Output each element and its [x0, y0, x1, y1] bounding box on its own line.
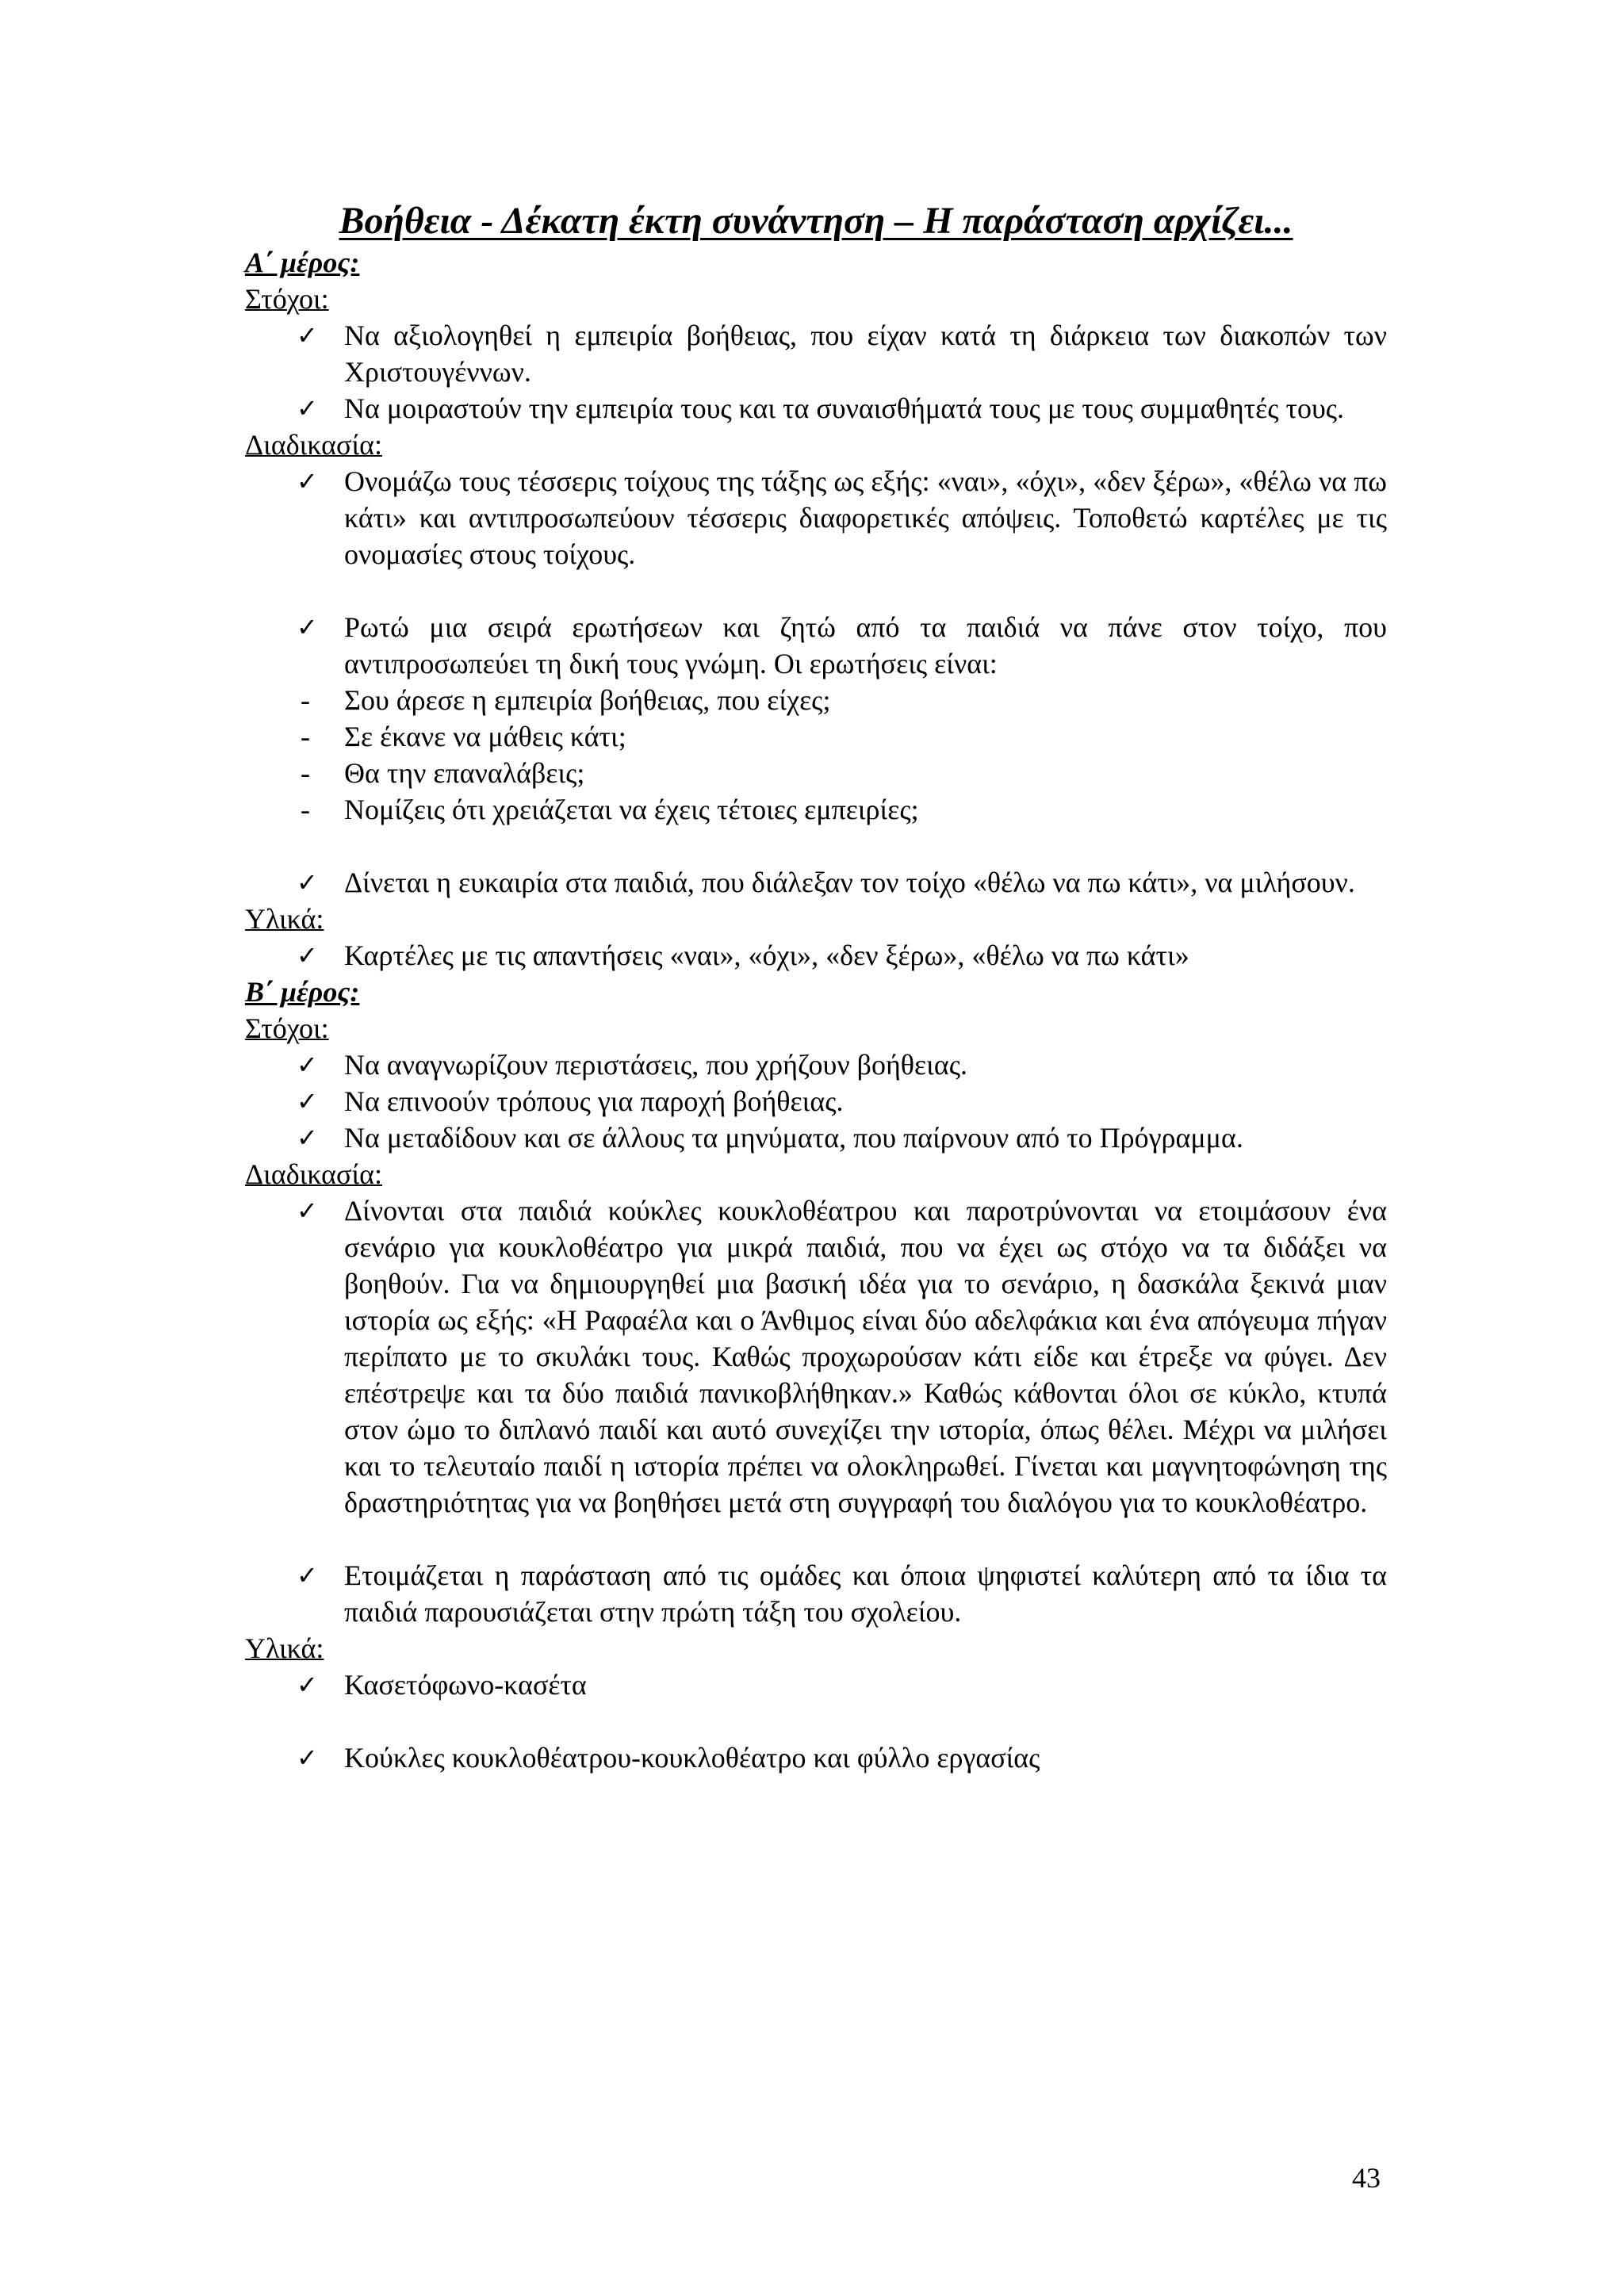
goal-text: Να αξιολογηθεί η εμπειρία βοήθειας, που είχαν κατά τη διάρκεια των διακοπών των Χριστουγέννων. — [344, 320, 1387, 388]
check-icon: ✓ — [297, 1670, 318, 1700]
part-a-procedure-label: Διαδικασία: — [245, 429, 382, 461]
list-item — [245, 864, 1387, 901]
question-item — [245, 755, 1387, 791]
question-item — [245, 791, 1387, 828]
check-icon: ✓ — [297, 867, 318, 897]
question-text: Νομίζεις ότι χρειάζεται να έχεις τέτοιες εμπειρίες; — [344, 794, 919, 825]
question-text: Σε έκανε να μάθεις κάτι; — [344, 721, 626, 752]
part-b-goals-list — [245, 1047, 1387, 1156]
list-item — [245, 609, 1387, 828]
list-item — [245, 1047, 1387, 1083]
list-item — [245, 390, 1387, 427]
part-b-goals-label: Στόχοι: — [245, 1012, 329, 1044]
dash-bullet: - — [301, 721, 310, 752]
question-text: Θα την επαναλάβεις; — [344, 757, 585, 789]
list-item — [245, 1083, 1387, 1119]
procedure-text: Δίνεται η ευκαιρία στα παιδιά, που διάλεξαν τον τοίχο «θέλω να πω κάτι», να μιλήσουν. — [344, 867, 1355, 898]
part-b-heading: Β΄ μέρος: — [245, 976, 360, 1008]
check-icon: ✓ — [297, 1743, 318, 1773]
check-icon: ✓ — [297, 1196, 318, 1226]
goal-text: Να αναγνωρίζουν περιστάσεις, που χρήζουν βοήθειας. — [344, 1049, 967, 1081]
procedure-text: Δίνονται στα παιδιά κούκλες κουκλοθέατρου και παροτρύνονται να ετοιμάσουν ένα σενάριο για κουκλοθέατρο για μικρά παιδιά, που να έχει ως στόχο να τα διδάξει να βοηθούν. Για να δημιουργηθεί μια βασική ιδέα για το σενάριο, η δασκάλα ξεκινά μιαν ιστορία ως εξής: «Η Ραφαέλα και ο Άνθιμος είναι δύο αδελφάκια και ένα απόγευμα πήγαν περίπατο με το σκυλάκι τους. Καθώς προχωρούσαν κάτι είδε και έτρεξε να φύγει. Δεν επέστρεψε και τα δύο παιδιά πανικοβλήθηκαν.» Καθώς κάθονται όλοι σε κύκλο, κτυπά στον ώμο το διπλανό παιδί και αυτό συνεχίζει την ιστορία, όπως θέλει. Μέχρι να μιλήσει και το τελευταίο παιδί η ιστορία πρέπει να ολοκληρωθεί. Γίνεται και μαγνητοφώνηση της δραστηριότητας για να βοηθήσει μετά στη συγγραφή του διαλόγου για το κουκλοθέατρο. — [344, 1195, 1387, 1518]
questions-list — [245, 682, 1387, 828]
part-a-section — [245, 244, 1387, 974]
question-text: Σου άρεσε η εμπειρία βοήθειας, που είχες; — [344, 684, 831, 716]
list-item — [245, 1557, 1387, 1630]
check-icon: ✓ — [297, 1560, 318, 1590]
procedure-text: Ρωτώ μια σειρά ερωτήσεων και ζητώ από τα παιδιά να πάνε στον τοίχο, που αντιπροσωπεύει τη δική τους γνώμη. Οι ερωτήσεις είναι: — [344, 611, 1387, 679]
part-b-materials-list — [245, 1667, 1387, 1776]
page-number: 43 — [1352, 2162, 1381, 2194]
check-icon: ✓ — [297, 1086, 318, 1116]
part-a-materials-label: Υλικά: — [245, 903, 324, 935]
check-icon: ✓ — [297, 1050, 318, 1080]
material-text: Κούκλες κουκλοθέατρου-κουκλοθέατρο και φύλλο εργασίας — [344, 1742, 1040, 1774]
part-b-procedure-list — [245, 1192, 1387, 1630]
check-icon: ✓ — [297, 320, 318, 350]
goal-text: Να μεταδίδουν και σε άλλους τα μηνύματα, που παίρνουν από το Πρόγραμμα. — [344, 1122, 1243, 1154]
goal-text: Να μοιραστούν την εμπειρία τους και τα συναισθήματά τους με τους συμμαθητές τους. — [344, 392, 1345, 424]
dash-bullet: - — [301, 794, 310, 825]
part-a-goals-label: Στόχοι: — [245, 283, 329, 315]
page-title: Βοήθεια - Δέκατη έκτη συνάντηση – Η παράσταση αρχίζει... — [339, 200, 1293, 242]
list-item — [245, 1667, 1387, 1703]
dash-bullet: - — [301, 684, 310, 716]
dash-bullet: - — [301, 757, 310, 789]
check-icon: ✓ — [297, 466, 318, 496]
part-b-procedure-label: Διαδικασία: — [245, 1158, 382, 1190]
list-item — [245, 463, 1387, 572]
procedure-text: Ετοιμάζεται η παράσταση από τις ομάδες και όποια ψηφιστεί καλύτερη από τα ίδια τα παιδιά παρουσιάζεται στην πρώτη τάξη του σχολείου. — [344, 1559, 1387, 1628]
list-item — [245, 1739, 1387, 1776]
part-a-materials-list — [245, 937, 1387, 974]
list-item — [245, 317, 1387, 390]
part-a-procedure-list — [245, 463, 1387, 901]
question-item — [245, 682, 1387, 718]
question-item — [245, 718, 1387, 755]
part-a-heading: Α΄ μέρος: — [245, 247, 360, 278]
part-b-materials-label: Υλικά: — [245, 1632, 324, 1664]
procedure-text: Ονομάζω τους τέσσερις τοίχους της τάξης ως εξής: «ναι», «όχι», «δεν ξέρω», «θέλω να πω κάτι» και αντιπροσωπεύουν τέσσερις διαφορετικές απόψεις. Τοποθετώ καρτέλες με τις ονομασίες στους τοίχους. — [344, 465, 1387, 570]
check-icon: ✓ — [297, 940, 318, 970]
check-icon: ✓ — [297, 393, 318, 423]
material-text: Καρτέλες με τις απαντήσεις «ναι», «όχι», «δεν ξέρω», «θέλω να πω κάτι» — [344, 939, 1189, 971]
part-b-section — [245, 974, 1387, 1776]
material-text: Κασετόφωνο-κασέτα — [344, 1669, 587, 1701]
goal-text: Να επινοούν τρόπους για παροχή βοήθειας. — [344, 1085, 844, 1117]
check-icon: ✓ — [297, 612, 318, 642]
list-item — [245, 1192, 1387, 1521]
check-icon: ✓ — [297, 1123, 318, 1153]
page-content — [245, 198, 1387, 1776]
list-item — [245, 1119, 1387, 1156]
part-a-goals-list — [245, 317, 1387, 427]
list-item — [245, 937, 1387, 974]
